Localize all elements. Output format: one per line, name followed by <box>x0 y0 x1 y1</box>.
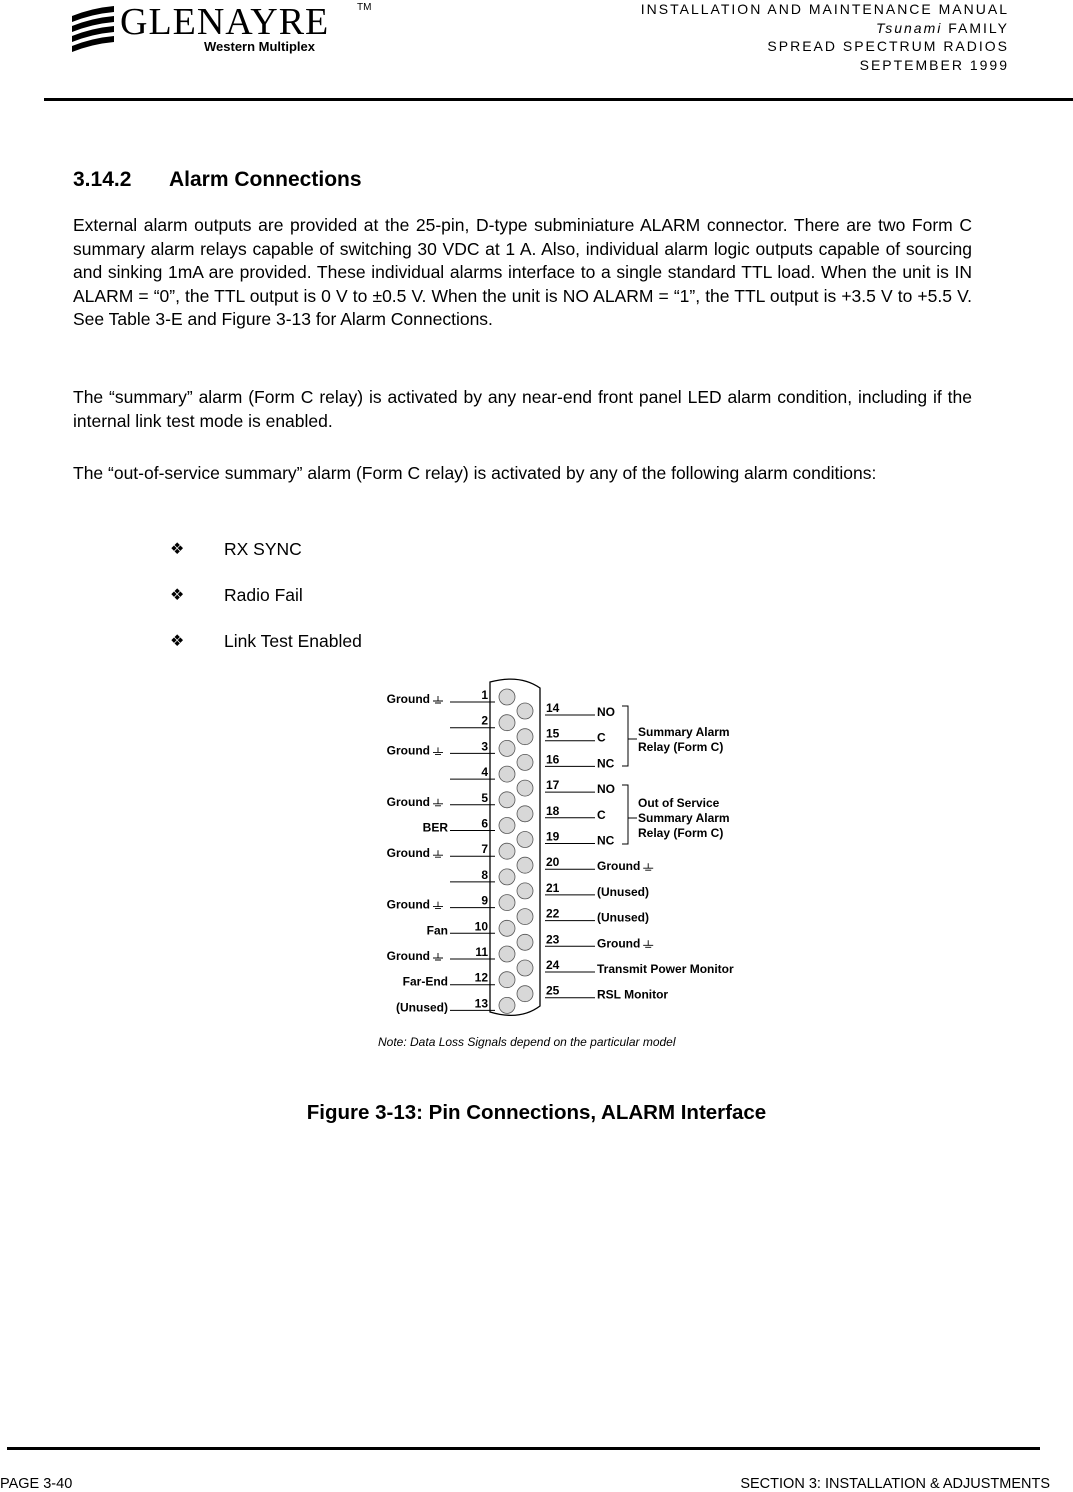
pin-number: 22 <box>546 906 560 921</box>
pin-label: NC <box>597 756 615 771</box>
pin-number: 23 <box>546 932 560 947</box>
footer-section: SECTION 3: INSTALLATION & ADJUSTMENTS <box>740 1476 1050 1492</box>
pin-number: 7 <box>481 842 488 857</box>
pin-number: 6 <box>481 816 488 831</box>
alarm-connector-diagram <box>360 676 760 1056</box>
ground-symbol-icon <box>643 863 653 870</box>
ground-symbol-icon <box>643 940 653 947</box>
pin-contact <box>499 920 515 936</box>
pin-label: Ground <box>386 897 430 912</box>
header-manual-title: INSTALLATION AND MAINTENANCE MANUAL <box>640 1 1009 17</box>
logo-trademark: TM <box>357 2 372 13</box>
pin-label: RSL Monitor <box>597 987 669 1002</box>
pin-contact <box>517 806 533 822</box>
pin-contact <box>517 960 533 976</box>
pin-label: NC <box>597 833 615 848</box>
group-label: Summary Alarm <box>638 811 730 825</box>
pin-label: Ground <box>597 936 641 951</box>
pin-contact <box>499 740 515 756</box>
logo-subtitle: Western Multiplex <box>204 39 316 54</box>
pin-label: (Unused) <box>396 1000 448 1015</box>
pin-label: BER <box>422 820 448 835</box>
pin-number: 24 <box>546 958 560 972</box>
pin-contact <box>517 909 533 925</box>
ground-symbol-icon <box>433 902 443 909</box>
section-title: Alarm Connections <box>169 168 362 191</box>
pin-contact <box>517 934 533 950</box>
paragraph-alarm-outputs: External alarm outputs are provided at the 25-pin, D-type subminiature ALARM connector. There are two Form C summary alarm relays capable of switching 30 VDC at 1 A. Also, individual alarm logic outputs capable of sourcing and sinking 1mA are provided. These individual alarms interface to a single standard TTL load. When the unit is IN ALARM = “0”, the TTL output is 0 V to ±0.5 V. When the unit is NO ALARM = “1”, the TTL output is +3.5 V to +5.5 V. See Table 3-E and Figure 3-13 for Alarm Connections. <box>73 215 972 330</box>
pin-label: (Unused) <box>597 884 649 899</box>
pin-number: 25 <box>546 983 560 998</box>
pin-number: 3 <box>481 739 488 754</box>
pin-number: 1 <box>481 688 488 702</box>
pin-contact <box>499 689 515 705</box>
group-label: Summary Alarm <box>638 725 730 739</box>
header-product: SPREAD SPECTRUM RADIOS <box>767 38 1009 54</box>
pin-number: 16 <box>546 752 560 767</box>
pin-label: Far-End <box>402 974 448 989</box>
pin-number: 2 <box>481 713 488 728</box>
company-logo <box>70 0 370 60</box>
pin-label: C <box>597 730 606 745</box>
pin-contact <box>517 729 533 745</box>
glenayre-logo-icon <box>70 4 116 54</box>
pin-number: 4 <box>481 765 488 780</box>
pin-contact <box>517 832 533 848</box>
pin-number: 5 <box>481 790 488 805</box>
list-item: ❖ Radio Fail <box>170 585 303 605</box>
pin-contact <box>499 766 515 782</box>
pin-label: Ground <box>597 859 641 874</box>
header-family: Tsunami FAMILY <box>875 19 1009 36</box>
list-item: ❖ Link Test Enabled <box>170 631 362 651</box>
group-bracket <box>622 706 628 766</box>
group-label: Relay (Form C) <box>638 740 724 754</box>
pin-contact <box>517 754 533 770</box>
section-heading <box>73 168 362 192</box>
pin-label: Ground <box>386 692 430 706</box>
page-number: PAGE 3-40 <box>0 1476 73 1492</box>
header-date: SEPTEMBER 1999 <box>859 56 1009 73</box>
footer-rule <box>7 1447 1040 1450</box>
header-rule <box>44 98 1073 101</box>
condition-list <box>170 539 362 677</box>
pin-contact <box>499 792 515 808</box>
pin-contact <box>499 843 515 859</box>
pin-contact <box>517 703 533 719</box>
paragraph-out-of-service: The “out-of-service summary” alarm (Form C relay) is activated by any of the following alarm conditions: <box>73 463 877 483</box>
pin-number: 18 <box>546 803 560 818</box>
pin-number: 13 <box>474 996 488 1011</box>
ground-symbol-icon <box>433 953 443 960</box>
pin-contact <box>517 857 533 873</box>
pin-label: Ground <box>386 794 430 809</box>
pin-number: 10 <box>474 919 488 934</box>
pin-label: NO <box>597 782 615 797</box>
ground-symbol-icon <box>433 799 443 806</box>
pin-number: 20 <box>546 855 560 870</box>
pin-contact <box>499 972 515 988</box>
pin-label: Ground <box>386 743 430 758</box>
figure-caption: Figure 3-13: Pin Connections, ALARM Interface <box>306 1101 767 1124</box>
group-bracket <box>622 785 628 844</box>
pin-contact <box>499 818 515 834</box>
pin-label: NO <box>597 705 615 719</box>
list-item: ❖ RX SYNC <box>170 539 302 559</box>
pin-label: Transmit Power Monitor <box>597 962 734 976</box>
pin-label: Fan <box>426 923 448 938</box>
ground-symbol-icon <box>433 696 443 703</box>
ground-symbol-icon <box>433 747 443 754</box>
diamond-bullet-icon: ❖ <box>170 539 185 558</box>
figure-note: Note: Data Loss Signals depend on the particular model <box>378 1035 676 1049</box>
pin-number: 17 <box>546 778 560 793</box>
diamond-bullet-icon: ❖ <box>170 585 185 604</box>
pin-number: 12 <box>474 970 488 985</box>
pin-contact <box>499 997 515 1013</box>
pin-contact <box>499 715 515 731</box>
group-label: Out of Service <box>638 796 720 810</box>
logo-wordmark: GLENAYRE <box>120 1 330 43</box>
paragraph-summary-alarm: The “summary” alarm (Form C relay) is activated by any near-end front panel LED alarm condition, including if the internal link test mode is enabled. <box>73 387 972 431</box>
pin-number: 9 <box>481 893 488 908</box>
section-number: 3.14.2 <box>73 168 132 191</box>
pin-number: 11 <box>475 945 488 959</box>
diamond-bullet-icon: ❖ <box>170 631 185 650</box>
pin-contact <box>517 883 533 899</box>
pin-label: (Unused) <box>597 910 649 925</box>
pin-number: 14 <box>546 701 560 715</box>
pin-contact <box>517 986 533 1002</box>
pin-contact <box>517 780 533 796</box>
pin-number: 8 <box>481 867 488 882</box>
pin-contact <box>499 895 515 911</box>
pin-number: 15 <box>546 726 560 741</box>
pin-label: C <box>597 807 606 822</box>
pin-contact <box>499 869 515 885</box>
pin-label: Ground <box>386 949 430 963</box>
ground-symbol-icon <box>433 850 443 857</box>
pin-label: Ground <box>386 846 430 861</box>
group-label: Relay (Form C) <box>638 826 724 840</box>
pin-number: 19 <box>546 829 560 844</box>
running-header <box>641 0 1009 74</box>
pin-contact <box>499 946 515 962</box>
pin-number: 21 <box>546 880 560 895</box>
